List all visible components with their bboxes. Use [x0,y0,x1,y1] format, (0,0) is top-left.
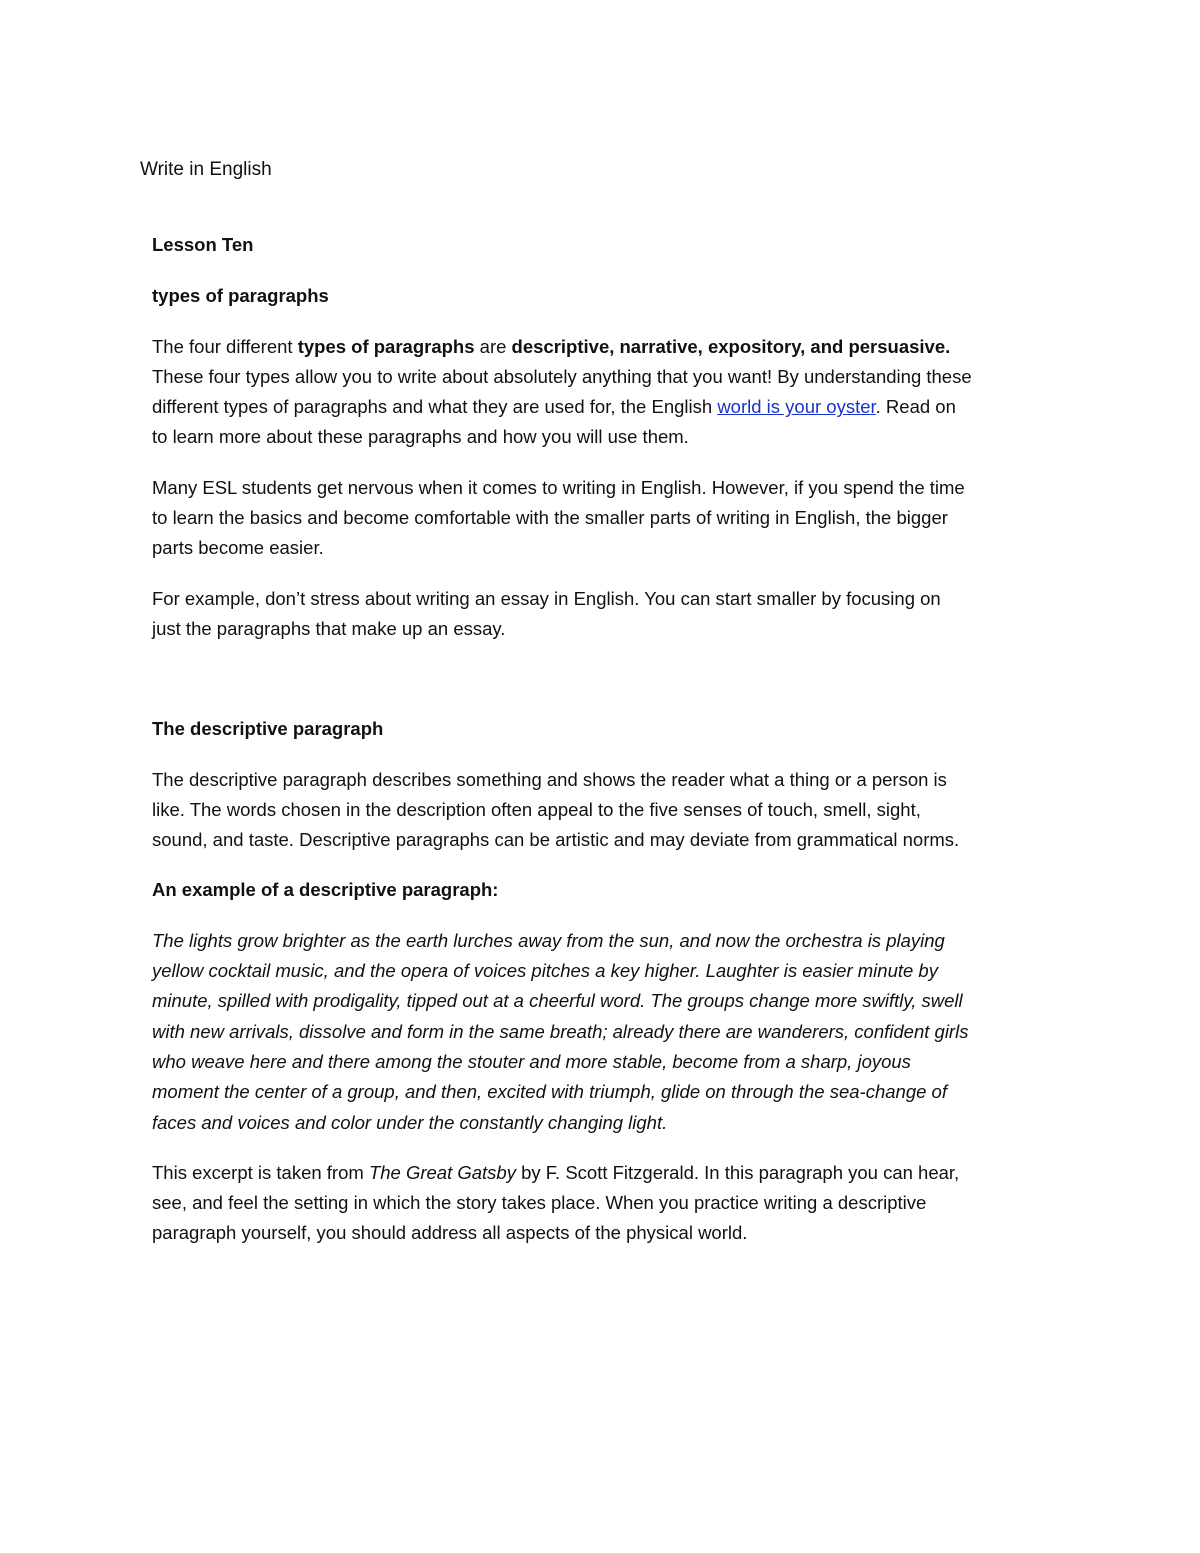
lesson-title: Lesson Ten [152,234,254,255]
closing-text-1: This excerpt is taken from [152,1161,369,1183]
descriptive-paragraph: The descriptive paragraph describes something and shows the reader what a thing or a person is like. The words chosen in the description often appeal to the five senses of touch, smell, sight, sound, and taste. Descriptive paragraphs can be artistic and may deviate from grammatical norms. [152,768,960,851]
intro-paragraph [152,332,972,453]
oyster-link[interactable]: world is your oyster [717,396,876,418]
example-heading: An example of a descriptive paragraph: [152,879,499,901]
book-title: The Great Gatsby [368,1161,516,1183]
page-header: Write in English [140,159,272,180]
gatsby-excerpt: The lights grow brighter as the earth lurches away from the sun, and now the orchestra is playing yellow cocktail music, and the opera of voices pitches a key higher. Laughter is easier minute by minute, spilled with prodigality, tipped out at a cheerful word. The groups change more swiftly, swell with new arrivals, dissolve and form in the same breath; already there are wanderers, confident girls who weave here and there among the stouter and more stable, become from a sharp, joyous moment the center of a group, and then, excited with triumph, glide on through the sea-change of faces and voices and color under the constantly changing light. [152,929,969,1133]
intro-bold-list: descriptive, narrative, expository, and persuasive. [511,335,951,357]
closing-text-2: by F. Scott Fitzgerald. In this paragraph you can hear, see, and feel the setting in which the story takes place. When you practice writing a descriptive paragraph yourself, you should address all aspects of the physical world. [152,1161,960,1244]
section-heading-descriptive: The descriptive paragraph [152,718,384,740]
intro-text-1: The four different [152,335,298,357]
intro-bold-types: types of paragraphs [297,335,475,357]
closing-paragraph [152,1158,972,1249]
intro-text-2: are [474,335,512,357]
esl-paragraph: Many ESL students get nervous when it comes to writing in English. However, if you spend the time to learn the basics and become comfortable with the smaller parts of writing in English, the bigger parts become easier. [152,476,965,559]
intro-text-4: . Read on to learn more about these paragraphs and how you will use them. [152,396,956,448]
document-body [152,230,972,1249]
section-heading-types: types of paragraphs [152,285,329,307]
intro-text-3: These four types allow you to write about absolutely anything that you want! By understanding these different types of paragraphs and what they are used for, the English [152,365,972,418]
example-essay-paragraph: For example, don’t stress about writing an essay in English. You can start smaller by focusing on just the paragraphs that make up an essay. [152,587,941,639]
